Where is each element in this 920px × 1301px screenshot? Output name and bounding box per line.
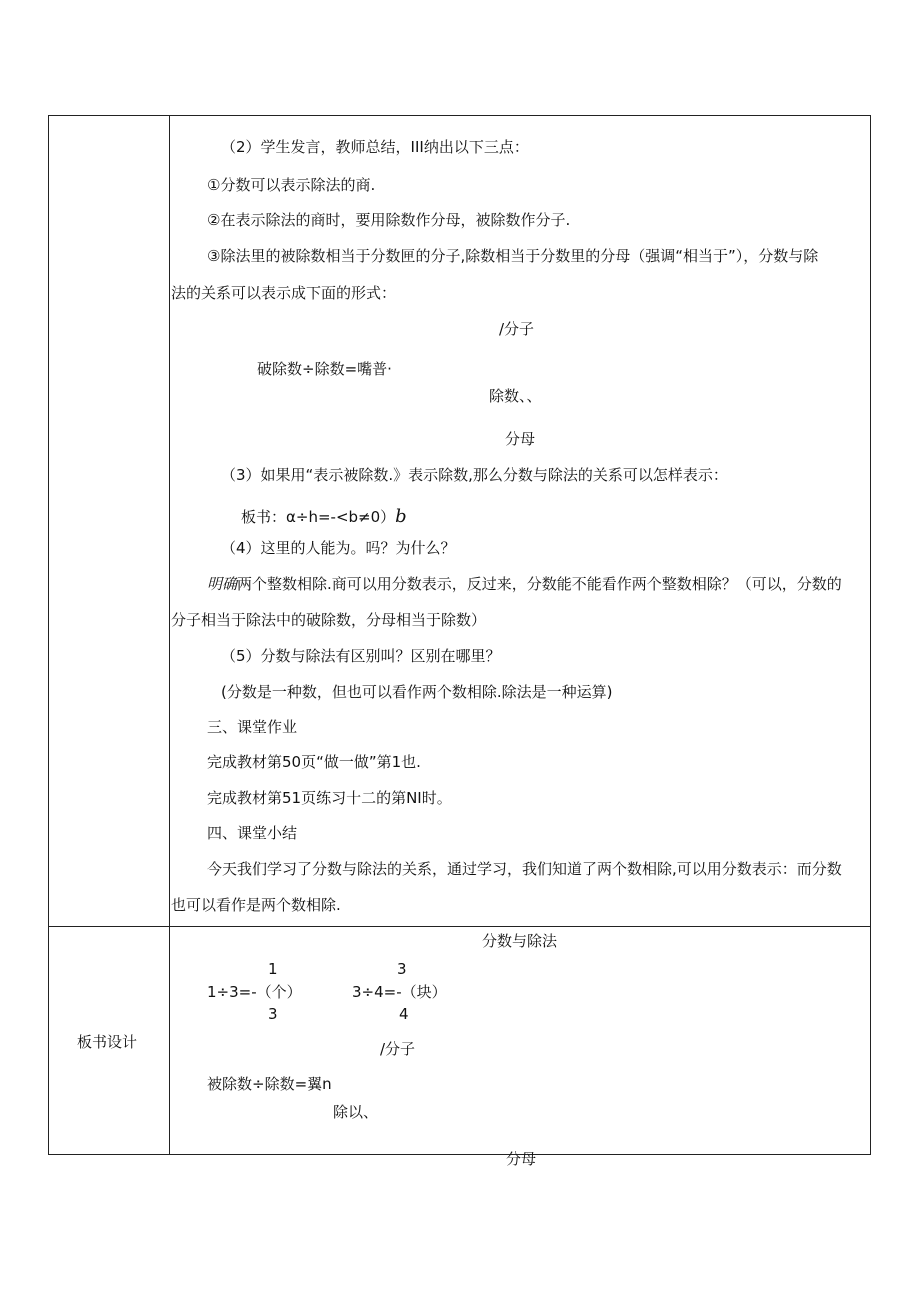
point-3-heading: （3）如果用“表示被除数.》表示除数,那么分数与除法的关系可以怎样表示： (221, 466, 728, 484)
board-design-label: 板书设计 (77, 1033, 138, 1051)
formula-numerator-note: /分子 (499, 320, 535, 338)
board-main-formula: 被除数÷除数=翼n (207, 1075, 332, 1093)
clarify-line2: 分子相当于除法中的破除数，分母相当于除数） (171, 611, 487, 629)
conclusion-2: ②在表示除法的商时，要用除数作分母，被除数作分子. (207, 211, 571, 229)
board-numerator-note: /分子 (380, 1040, 416, 1058)
homework-2: 完成教材第51页练习十二的第NI时。 (207, 789, 452, 807)
eq2-denominator: 4 (399, 1005, 409, 1023)
point-5-answer: (分数是一种数，但也可以看作两个数相除.除法是一种运算) (221, 683, 613, 701)
summary-line1: 今天我们学习了分数与除法的关系，通过学习，我们知道了两个数相除,可以用分数表示：而分数 (207, 860, 842, 878)
formula-middle: 除数、、 (489, 387, 542, 405)
formula-main: 破除数÷除数=嘴普· (257, 360, 392, 378)
eq2-expression: 3÷4=-（块） (352, 983, 447, 1001)
lesson-table (48, 115, 871, 1168)
board-title: 分数与除法 (482, 932, 558, 950)
point-5-heading: （5）分数与除法有区别叫？区别在哪里？ (221, 647, 501, 665)
board-cut-off-text: 分母 (506, 1150, 537, 1168)
conclusion-1: ①分数可以表示除法的商. (207, 176, 376, 194)
point-4-heading: （4）这里的人能为。吗？为什么？ (221, 539, 456, 557)
clarify-line1: 明确两个整数相除.商可以用分数表示，反过来，分数能不能看作两个整数相除？（可以，分数的 (207, 575, 842, 593)
conclusion-3-line1: ③除法里的被除数相当于分数匣的分子,除数相当于分数里的分母（强调“相当于”），分数与除 (207, 247, 819, 265)
conclusion-3-line2: 法的关系可以表示成下面的形式： (171, 284, 397, 302)
board-design-cell (170, 927, 870, 1168)
formula-denominator-note: 分母 (505, 430, 536, 448)
eq1-expression: 1÷3=-（个） (207, 983, 302, 1001)
eq1-numerator: 1 (268, 960, 278, 978)
board-formula: 板书：α÷h=-<b≠0）b (241, 506, 407, 527)
eq1-denominator: 3 (268, 1005, 278, 1023)
section-4-heading: 四、课堂小结 (207, 824, 298, 842)
section-3-heading: 三、课堂作业 (207, 718, 298, 736)
eq2-numerator: 3 (397, 960, 407, 978)
point-2-heading: （2）学生发言，教师总结，III纳出以下三点： (221, 138, 529, 156)
summary-line2: 也可以看作是两个数相除. (171, 896, 341, 914)
homework-1: 完成教材第50页“做一做”第1也. (207, 753, 421, 771)
board-middle: 除以、 (333, 1103, 379, 1121)
